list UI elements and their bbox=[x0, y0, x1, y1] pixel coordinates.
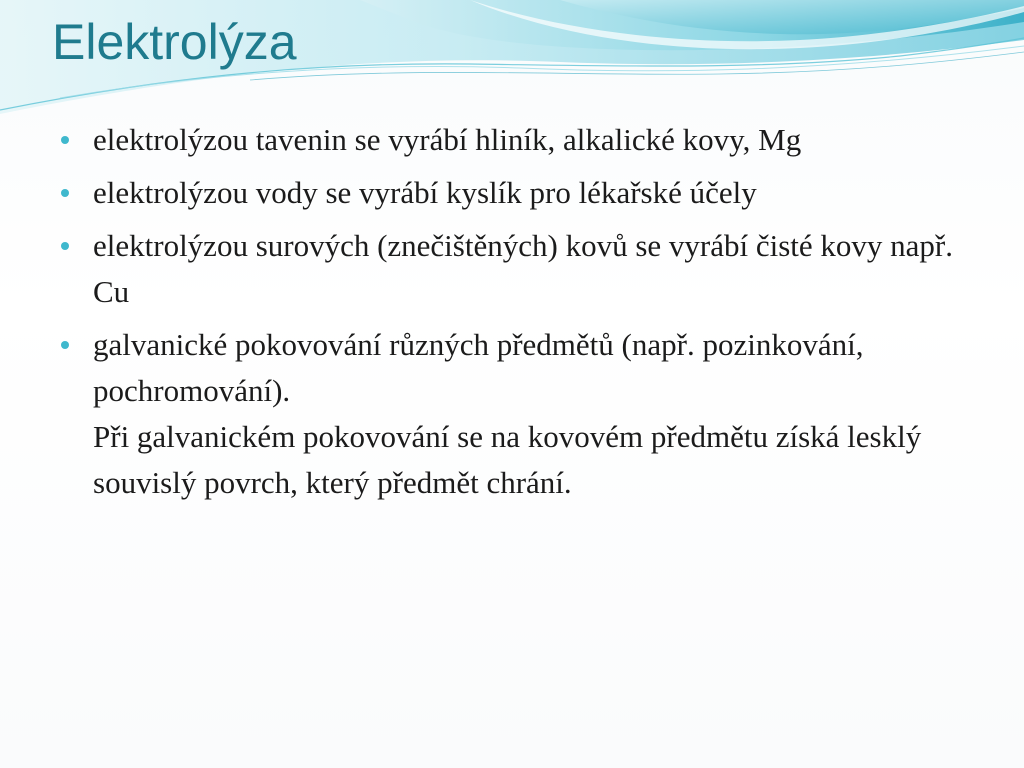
bullet-dot-icon bbox=[61, 189, 69, 197]
bullet-text: galvanické pokovování různých předmětů (např. pozinkování, pochromování). bbox=[93, 327, 864, 408]
bullet-dot-icon bbox=[61, 136, 69, 144]
bullet-text: elektrolýzou vody se vyrábí kyslík pro lékařské účely bbox=[93, 175, 757, 210]
bullet-item-3 bbox=[58, 223, 958, 315]
bullet-item-2 bbox=[58, 170, 958, 216]
bullet-text: elektrolýzou tavenin se vyrábí hliník, alkalické kovy, Mg bbox=[93, 122, 802, 157]
slide-title: Elektrolýza bbox=[52, 14, 297, 70]
bullet-dot-icon bbox=[61, 341, 69, 349]
bullet-item-1 bbox=[58, 117, 958, 163]
bullet-list bbox=[58, 117, 958, 513]
bullet-item-4 bbox=[58, 322, 958, 506]
bullet-dot-icon bbox=[61, 242, 69, 250]
bullet-text: elektrolýzou surových (znečištěných) kovů se vyrábí čisté kovy např. Cu bbox=[93, 228, 953, 309]
bullet-subtext: Při galvanickém pokovování se na kovovém předmětu získá lesklý souvislý povrch, který předmět chrání. bbox=[93, 419, 922, 500]
